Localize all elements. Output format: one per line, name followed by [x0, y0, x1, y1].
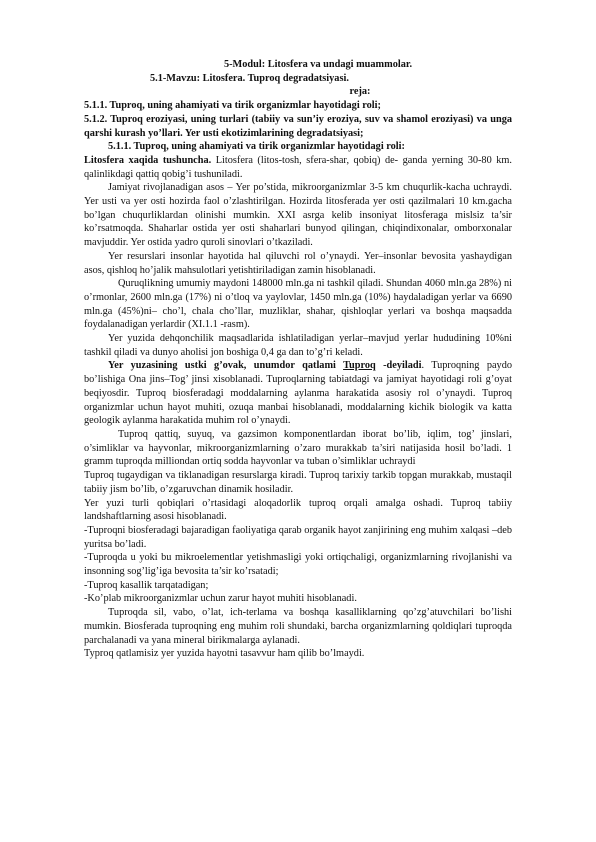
bullet-item: -Ko’plab mikroorganizmlar uchun zarur hayot muhiti hisoblanadi. [84, 593, 357, 605]
bullet-item: -Tuproqni biosferadagi bajaradigan faoliyatiga qarab organik hayot zanjirining eng muhim xalqasi –deb yuritsa bo’ladi. [84, 524, 512, 550]
paragraph-5: Yer yuzida dehqonchilik maqsadlarida ishlatiladigan yerlar–mavjud yerlar hududining 10%ni tashkil qiladi va dunyo aholisi jon boshiga 0,4 ga dan to’g’ri keladi. [84, 333, 512, 358]
paragraph-7: Tuproq qattiq, suyuq, va gazsimon komponentlardan iborat bo’lib, iqlim, tog’ jinslari, o’simliklar va hayvonlar, mikroorganizmlarning o’zaro murakkab ta’siri natijasida hosil bo’ladi. 1 gramm tuproqda milliondan ortiq sodda hayvonlar va tuban o’simliklar uchraydi [84, 428, 512, 468]
section-heading: 5.1.1. Tuproq, uning ahamiyati va tirik organizmlar hayotidagi roli: [108, 141, 405, 153]
soil-definition-b: -deyiladi [375, 360, 422, 372]
soil-definition-a: Yer yuzasining ustki g’ovak, unumdor qatlami [108, 360, 344, 372]
paragraph-8: Tuproq tugaydigan va tiklanadigan resurslarga kiradi. Tuproq tarixiy tarkib topgan murakkab, mustaqil tabiiy jism bo’lib, o’zgaruvchan dinamik hosiladir. [84, 470, 512, 495]
litosfera-definition: Litosfera (litos-tosh, sfera-shar, qobiq) de- ganda yerning 30-80 km. qalinlikdagi qattiq qobig’i tushuniladi. [84, 154, 512, 180]
paragraph-9: Yer yuzi turli qobiqlari o’rtasidagi aloqadorlik tuproq orqali amalga oshadi. Tuproq tabiiy landshaftlarning asosi hisoblanadi. [84, 497, 512, 523]
paragraph-3: Yer resurslari insonlar hayotida hal qiluvchi rol o’ynaydi. Yer–insonlar bevosita yashaydigan asos, qishloq ho’jalik mahsulotlari yetishtiriladigan zamin hisoblanadi. [84, 250, 512, 276]
paragraph-litosfera [84, 154, 512, 181]
plan-item-1: 5.1.1. Tuproq, uning ahamiyati va tirik organizmlar hayotidagi roli; [84, 100, 381, 112]
bullet-item: -Tuproq kasallik tarqatadigan; [84, 579, 209, 591]
paragraph-2: Jamiyat rivojlanadigan asos – Yer po’stida, mikroorganizmlar 3-5 km chuqurlik-kacha uchraydi. Yer usti va yer osti hozirda faol o’zlashtirilgan. Hozirda litosferada yer osti qazilmalari 10 km.gacha bo’lgan chuqurliklardan olinishi mumkin. XXI asrga kelib insoniyat litosferaga mislsiz ta’sir ko’rsatmoqda. Shaharlar ostida yer osti shaharlari bunyod qilingan, chiqindixonalar, omborxonalar mavjuddir. Yer ostida yadro quroli sinovlari o’tkaziladi. [84, 182, 512, 249]
plan-item-2: 5.1.2. Tuproq eroziyasi, uning turlari (tabiiy va sun’iy eroziya, suv va shamol eroziyasi) va unga qarshi kurash yo’llari. Yer usti ekotizimlarining degradatsiyasi; [84, 113, 512, 139]
paragraph-10: Tuproqda sil, vabo, o’lat, ich-terlama va boshqa kasalliklarning qo’zg’atuvchilari bo’lishi mumkin. Biosferada tuproqning eng muhim roli shundaki, barcha organizmlarning qoldiqlari tuproqda parchalanadi va yana mineral birikmalarga aylanadi. [84, 607, 512, 646]
paragraph-4: Quruqlikning umumiy maydoni 148000 mln.ga ni tashkil qiladi. Shundan 4060 mln.ga 28%) ni o’rmonlar, 2600 mln.ga (17%) ni o’tloq va yaylovlar, 1450 mln.ga (10%) haydaladigan yerlar va 6690 mln.ga (45%)ni– cho’l, chala cho’llar, muzliklar, shahar, qishloqlar yerlari va boshqa maqsadda foydalanadigan yerlardir (XI.1.1 -rasm). [84, 278, 512, 331]
paragraph-11: Typroq qatlamisiz yer yuzida hayotni tasavvur ham qilib bo’lmaydi. [84, 648, 365, 660]
soil-text: . Tuproqning paydo bo’lishiga Ona jins–Tog’ jinsi xisoblanadi. Tuproqlarning tabiatdagi va jamiyat hayotidagi roli g’oyat beqiyosdir. Tuproq biosferadagi moddalarning aylanma harakatida asosiy rol o’ynaydi. Tuproq organizmlar uchun hayot muhiti, ozuqa manbai hisoblanadi, moddalarning kichik biologik va katta geologik aylanma harakatida muhim rol o’ynaydi. [84, 360, 512, 427]
module-title: 5-Modul: Litosfera va undagi muammolar. [223, 59, 413, 70]
soil-term: Tuproq [343, 360, 376, 372]
topic-title: 5.1-Mavzu: Litosfera. Tuproq degradatsiyasi. [150, 72, 349, 84]
plan-label: reja: [349, 86, 371, 98]
paragraph-6 [84, 359, 512, 428]
term-litosfera: Litosfera xaqida tushuncha. [84, 154, 212, 166]
bullet-item: -Tuproqda u yoki bu mikroelementlar yetishmasligi yoki ortiqchaligi, organizmlarning rivojlanishi va insonning sog’lig’iga bevosita ta’sir ko’rsatadi; [84, 552, 512, 578]
